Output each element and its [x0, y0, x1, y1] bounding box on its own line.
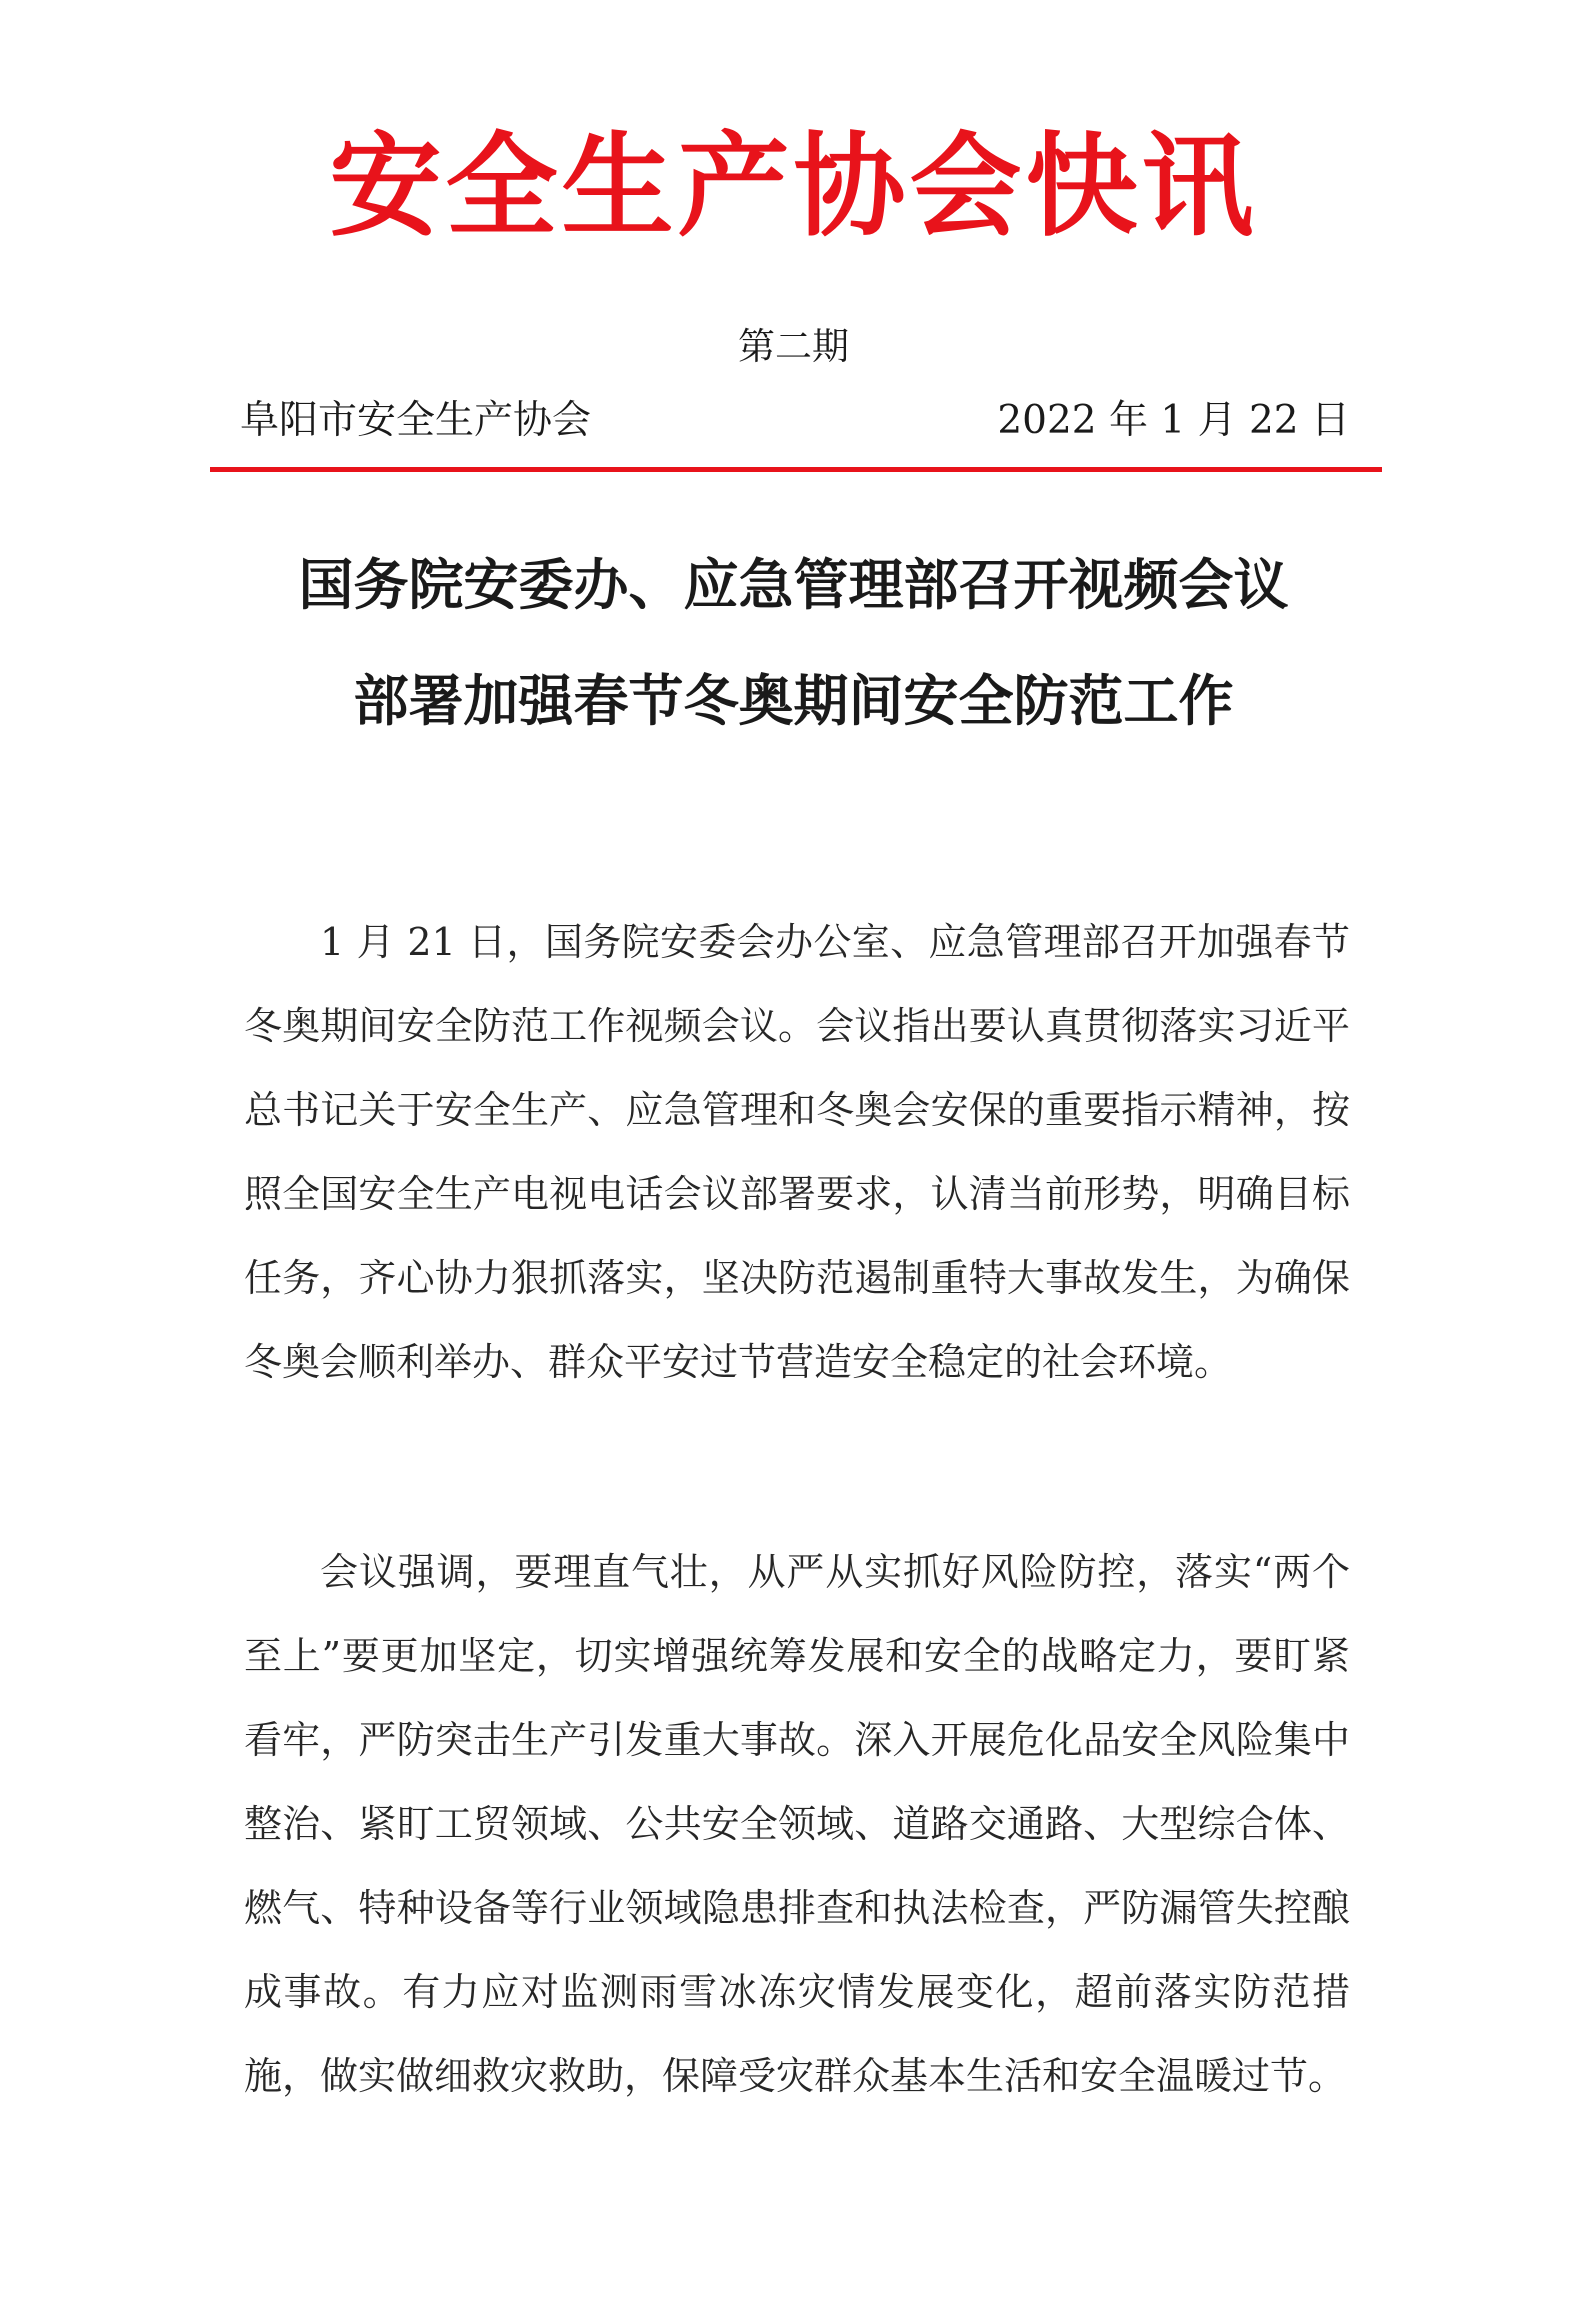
article-headline-line-1: 国务院安委办、应急管理部召开视频会议: [298, 553, 1289, 617]
red-divider-line: [210, 467, 1382, 472]
article-paragraph: 1 月 21 日，国务院安委会办公室、应急管理部召开加强春节冬奥期间安全防范工作视频会议。会议指出要认真贯彻落实习近平总书记关于安全生产、应急管理和冬奥会安保的重要指示精神，按照全国安全生产电视电话会议部署要求，认清当前形势，明确目标任务，齐心协力狠抓落实，坚决防范遏制重特大事故发生，为确保冬奥会顺利举办、群众平安过节营造安全稳定的社会环境。: [244, 920, 1350, 1384]
article-paragraph: 会议强调，要理直气壮，从严从实抓好风险防控，落实“两个至上”要更加坚定，切实增强统筹发展和安全的战略定力，要盯紧看牢，严防突击生产引发重大事故。深入开展危化品安全风险集中整治、紧盯工贸领域、公共安全领域、道路交通路、大型综合体、燃气、特种设备等行业领域隐患排查和执法检查，严防漏管失控酿成事故。有力应对监测雨雪冰冻灾情发展变化，超前落实防范措施，做实做细救灾救助，保障受灾群众基本生活和安全温暖过节。: [244, 1550, 1350, 2098]
publisher-name: 阜阳市安全生产协会: [240, 398, 592, 443]
publish-date: 2022 年 1 月 22 日: [997, 398, 1350, 443]
issue-number: 第二期: [738, 325, 849, 368]
masthead-title: 安全生产协会快讯: [329, 122, 1258, 252]
article-headline-line-2: 部署加强春节冬奥期间安全防范工作: [353, 669, 1234, 733]
